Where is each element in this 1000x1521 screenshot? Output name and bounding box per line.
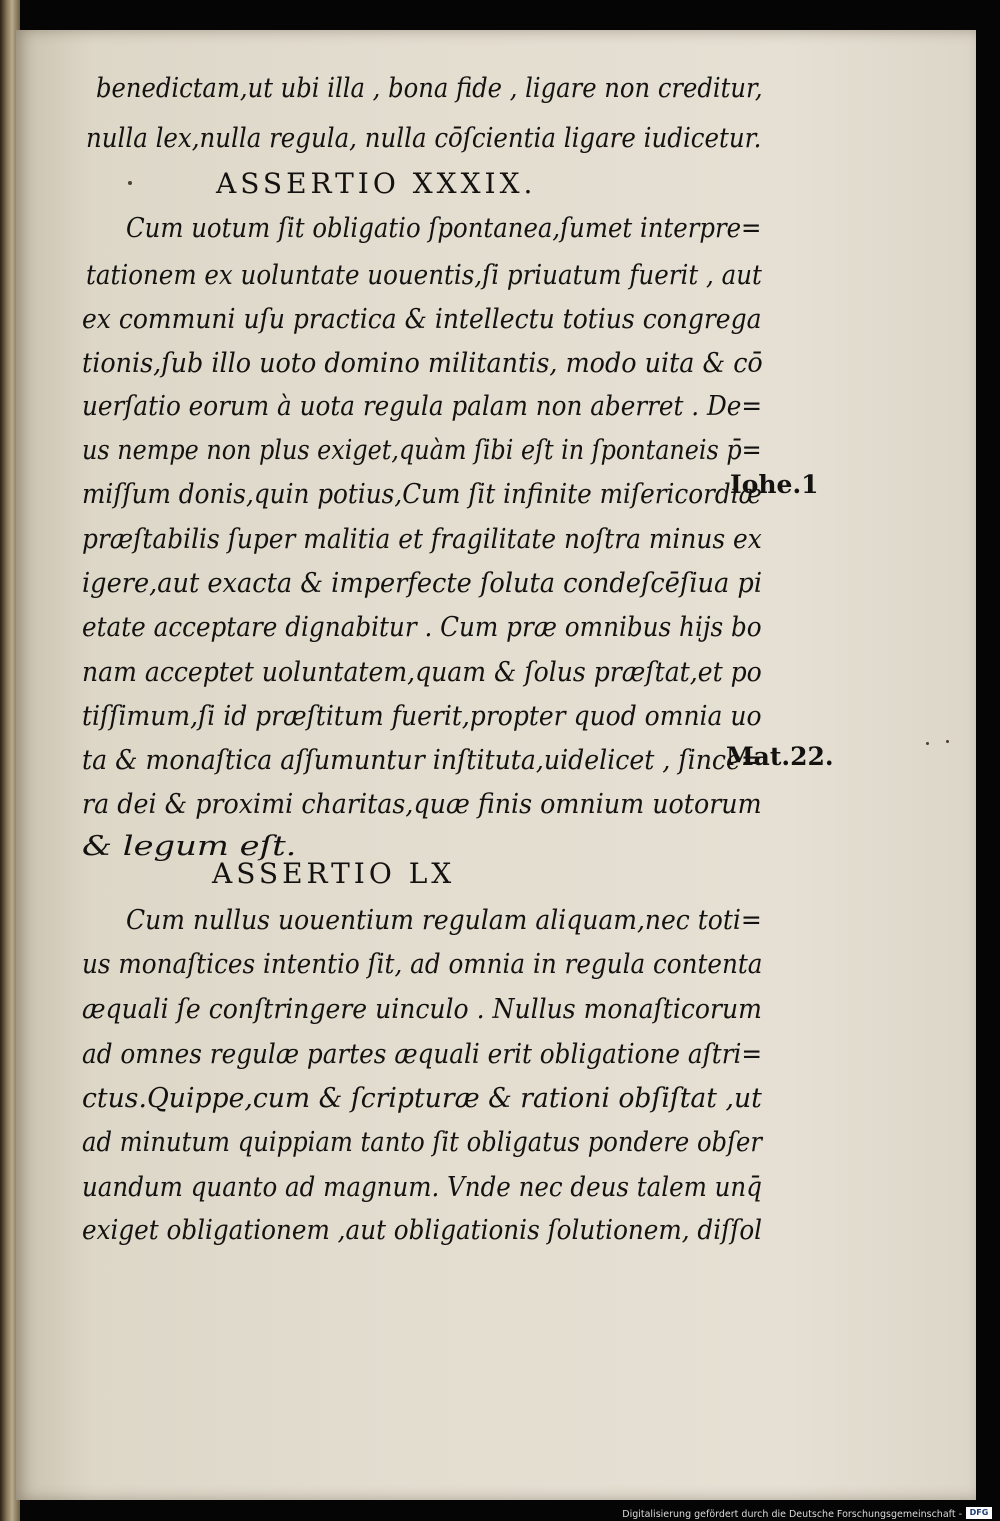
text-line: etate acceptare dignabitur . Cum præ omnibus hijs bo — [82, 612, 762, 643]
text-line: præſtabilis ſuper malitia et fragilitate noſtra minus ex — [82, 524, 762, 555]
text-line: ad omnes regulæ partes æquali erit obligatione aſtri= — [82, 1039, 763, 1070]
text-line: tionis,ſub illo uoto domino militantis, modo uita & cō — [82, 348, 763, 379]
section-heading-1: ASSERTIO XXXIX. — [216, 167, 537, 200]
text-line: æquali ſe conſtringere uinculo . Nullus monaſticorum — [82, 994, 762, 1025]
text-line: ex communi uſu practica & intellectu totius congrega — [82, 304, 762, 335]
text-line: exiget obligationem ,aut obligationis ſolutionem, diſſol — [82, 1215, 763, 1246]
text-line: benedictam,ut ubi illa , bona fide , ligare non creditur, — [96, 73, 763, 104]
digitization-credit: Digitalisierung gefördert durch die Deutsche Forschungsgemeinschaft - — [622, 1509, 962, 1520]
text-line: uandum quanto ad magnum. Vnde nec deus talem unq̄ — [82, 1172, 762, 1203]
ink-speck — [946, 740, 949, 743]
text-line: us nempe non plus exiget,quàm ſibi eſt in ſpontaneis p̄= — [82, 435, 762, 466]
text-line: ad minutum quippiam tanto ſit obligatus pondere obſer — [82, 1127, 762, 1158]
text-line: miſſum donis,quin potius,Cum ſit infinite miſericordiæ — [82, 479, 762, 510]
text-line: ra dei & proximi charitas,quæ finis omnium uotorum — [82, 789, 762, 820]
ink-speck — [926, 742, 929, 745]
margin-note-iohe: Iohe.1 — [730, 470, 819, 499]
ink-speck — [128, 181, 132, 185]
text-line: us monaſtices intentio ſit, ad omnia in regula contenta — [82, 949, 763, 980]
section-heading-2: ASSERTIO LX — [212, 857, 456, 890]
text-line: tationem ex uoluntate uouentis,ſi priuatum fuerit , aut — [86, 260, 762, 291]
text-line: igere,aut exacta & imperfecte ſoluta condeſcēſiua pi — [82, 568, 763, 599]
text-line: ta & monaſtica aſſumuntur inſtituta,uidelicet , ſince= — [82, 745, 763, 776]
text-line: Cum uotum ſit obligatio ſpontanea,ſumet interpre= — [126, 213, 762, 244]
text-line: nulla lex,nulla regula, nulla cōſcientia ligare iudicetur. — [86, 123, 762, 154]
margin-note-mat: Mat.22. — [726, 742, 834, 771]
text-line: uerſatio eorum à uota regula palam non aberret . De= — [82, 391, 763, 422]
text-line: ctus.Quippe,cum & ſcripturæ & rationi obſiſtat ,ut — [82, 1083, 762, 1114]
dfg-logo: DFG — [966, 1507, 992, 1519]
text-line: nam acceptet uoluntatem,quam & ſolus præſtat,et po — [82, 657, 762, 688]
text-line: tiſſimum,ſi id præſtitum fuerit,propter quod omnia uo — [82, 701, 762, 732]
text-line: Cum nullus uouentium regulam aliquam,nec toti= — [126, 905, 762, 936]
text-line: & legum eſt. — [82, 831, 297, 862]
book-page — [16, 30, 976, 1500]
